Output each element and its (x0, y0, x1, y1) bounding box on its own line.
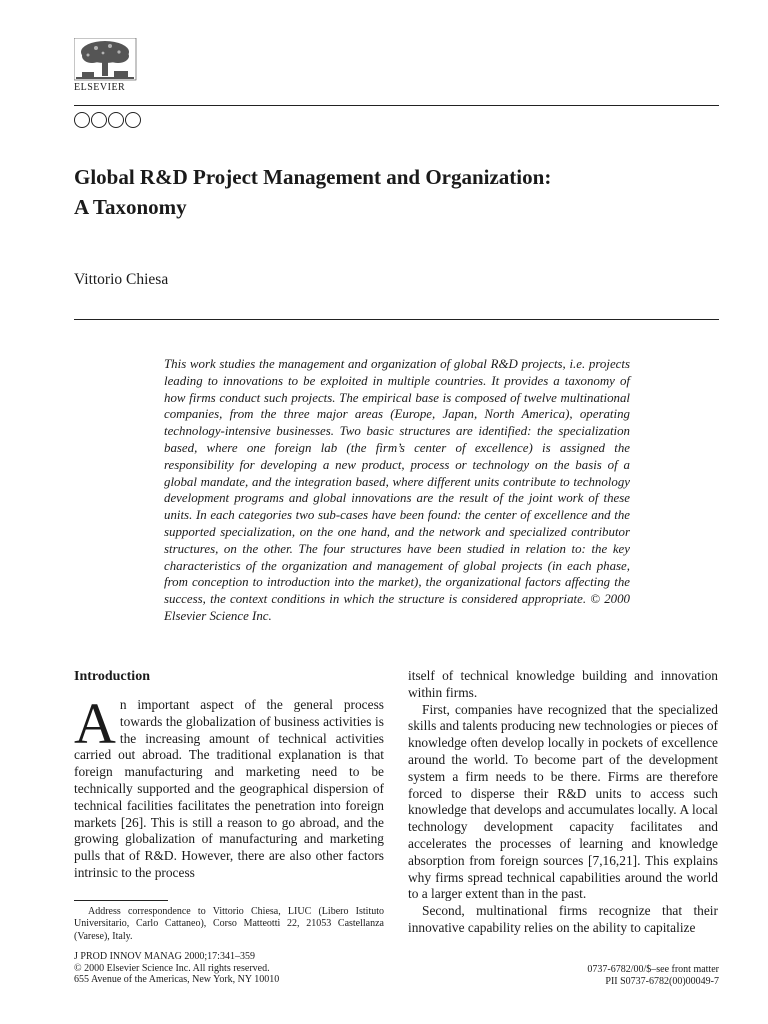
intro-paragraph-1-text: n important aspect of the general process towards the globalization of business activities is the increasing amount of technical activities carried out abroad. The traditional explanation is that foreign manufacturing and marketing need to be technically supported and the geographical dispersion of technical facilities facilitates the penetration into foreign markets [26]. This is still a reason to go abroad, and the growing globalization of manufacturing and marketing pulls that of R&D. However, there are also other factors intrinsic to the process (74, 697, 384, 880)
body-column-right (408, 668, 718, 937)
article-title (74, 162, 674, 222)
price-line: 0737-6782/00/$–see front matter (587, 964, 719, 975)
journal-info (74, 951, 279, 986)
footnote-rule (74, 900, 168, 901)
title-line-2: A Taxonomy (74, 195, 187, 219)
top-rule (74, 105, 719, 106)
drop-cap: A (74, 691, 116, 756)
article-identifiers (420, 964, 719, 987)
publisher-name: ELSEVIER (74, 82, 126, 93)
circle-icon (91, 112, 107, 128)
intro-paragraph-2: First, companies have recognized that the specialized skills and talents producing new technologies or pieces of knowledge often develop locally in pockets of excellence around the world. To become part of the development system a firm needs to be there. Firms are therefore forced to disperse their R&D units to access such knowledge that develops and accumulates locally. A local technology development capacity facilitates and accelerates the processes of learning and knowledge absorption from foreign sources [7,16,21]. This explains why firms spread technical capabilities around the world to a larger extent than in the past. (408, 701, 718, 902)
circle-icons (74, 112, 141, 128)
title-line-1: Global R&D Project Management and Organization: (74, 165, 552, 189)
correspondence-footnote: Address correspondence to Vittorio Chiesa, LIUC (Libero Istituto Universitario, Carlo Cattaneo), Corso Matteotti 22, 21053 Castellanza (Varese), Italy. (74, 906, 384, 942)
circle-icon (108, 112, 124, 128)
circle-icon (74, 112, 90, 128)
abstract: This work studies the management and organization of global R&D projects, i.e. projects leading to innovations to be exploited in multiple countries. It provides a taxonomy of how firms conduct such projects. The empirical base is composed of twelve multinational companies, from the three major areas (Europe, Japan, North America), operating technology-intensive businesses. Two basic structures are identified: the specialization based, where one foreign lab (the firm’s center of excellence) is assigned the responsibility for developing a new product, process or technology on the basis of a global mandate, and the integration based, where different units contribute to technology development programs and global innovations are the result of the joint work of these units. In each categories two sub-cases have been found: the center of excellence and the supported specialization, on the one hand, and the network and specialized contributor structures, on the other. The four structures have been studied in relation to: the key characteristics of the organization and management of global projects (in each phase, from conception to introduction into the market), the organizational factors affecting the success, the context conditions in which the structure is considered appropriate. © 2000 Elsevier Science Inc. (164, 357, 630, 623)
author-name: Vittorio Chiesa (74, 271, 169, 288)
circle-icon (125, 112, 141, 128)
intro-paragraph-1 (74, 691, 384, 882)
pii-line: PII S0737-6782(00)00049-7 (605, 975, 719, 987)
body-column-left (74, 668, 384, 882)
journal-citation: J PROD INNOV MANAG 2000;17:341–359 (74, 951, 255, 962)
intro-paragraph-3: Second, multinational firms recognize that their innovative capability relies on the ability to capitalize (408, 903, 718, 935)
publisher-address: 655 Avenue of the Americas, New York, NY 10010 (74, 974, 280, 985)
intro-paragraph-1-continued: itself of technical knowledge building and innovation within firms. (408, 668, 718, 700)
copyright-line: © 2000 Elsevier Science Inc. All rights reserved. (74, 962, 270, 974)
header-divider (74, 319, 719, 320)
section-heading: Introduction (74, 669, 150, 684)
